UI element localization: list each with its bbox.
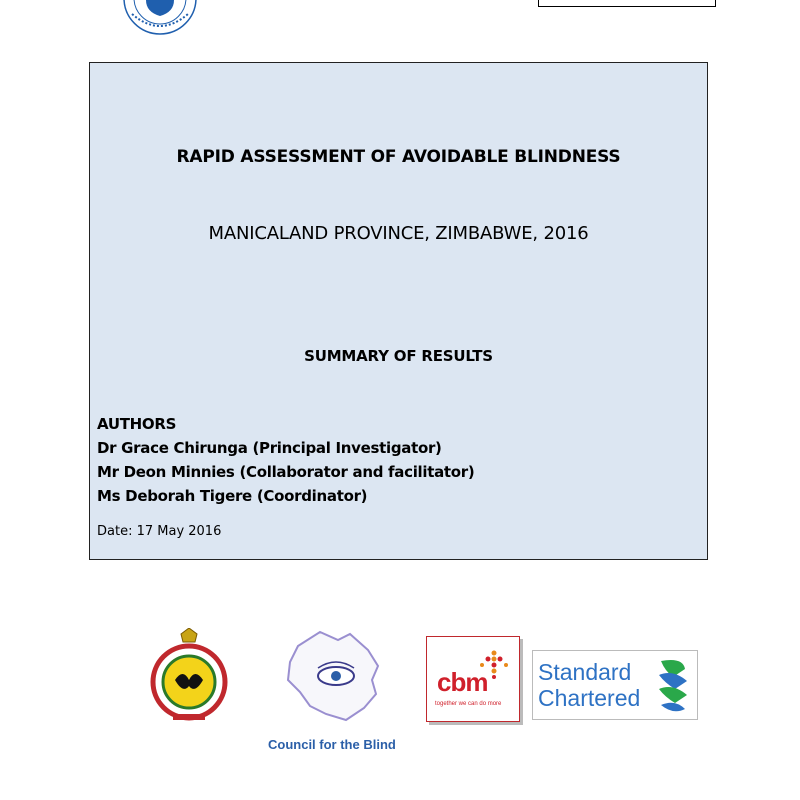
sc-line-standard: Standard — [538, 659, 632, 685]
council-for-the-blind-map-logo — [280, 628, 392, 724]
standard-chartered-swirl-icon — [653, 655, 693, 715]
standard-chartered-wordmark — [538, 659, 640, 711]
report-subtitle: MANICALAND PROVINCE, ZIMBABWE, 2016 — [208, 223, 589, 244]
university-seal-logo — [112, 0, 208, 36]
standard-chartered-logo — [532, 650, 698, 720]
cover-panel — [89, 62, 708, 560]
council-for-the-blind-caption: Council for the Blind — [268, 737, 396, 752]
authors-block — [97, 412, 474, 508]
sc-line-chartered: Chartered — [538, 685, 641, 711]
cbm-logo — [426, 636, 520, 722]
author-line: Ms Deborah Tigere (Coordinator) — [97, 487, 368, 505]
summary-heading: SUMMARY OF RESULTS — [304, 347, 493, 365]
report-title: RAPID ASSESSMENT OF AVOIDABLE BLINDNESS — [176, 147, 621, 167]
cbm-tagline: together we can do more — [435, 701, 502, 707]
author-line: Dr Grace Chirunga (Principal Investigator) — [97, 439, 442, 457]
cbm-wordmark: cbm — [437, 667, 488, 697]
primary-health-care-logo — [143, 628, 235, 722]
author-line: Mr Deon Minnies (Collaborator and facilitator) — [97, 463, 475, 481]
report-date: Date: 17 May 2016 — [97, 524, 222, 539]
authors-heading: AUTHORS — [97, 415, 177, 433]
top-right-frame — [538, 0, 716, 7]
